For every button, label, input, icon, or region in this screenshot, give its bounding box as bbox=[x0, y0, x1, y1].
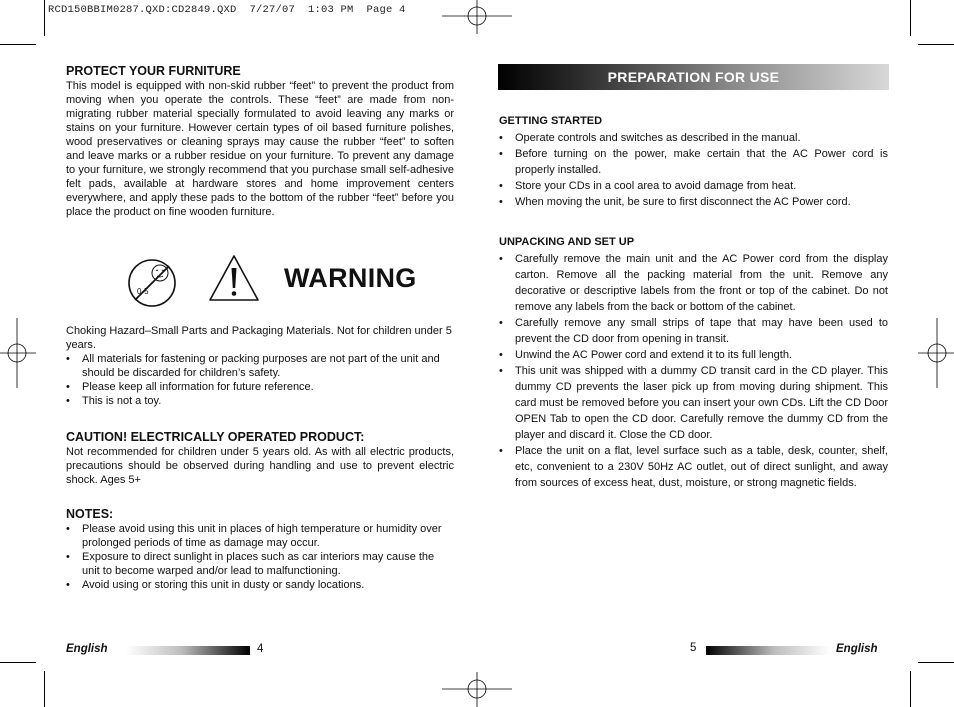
unpacking-heading: UNPACKING AND SET UP bbox=[499, 236, 635, 248]
list-item: • Carefully remove the main unit and the AC Power cord from the display carton. Remove all the packing material from the unit. Remove any decorative or descriptive labels from the front or top of the cabinet. Do not remove any labels from the back or bottom of the cabinet. bbox=[499, 251, 888, 315]
list-item: • Unwind the AC Power cord and extend it to its full length. bbox=[499, 347, 888, 363]
list-item: • Please keep all information for future reference. bbox=[66, 380, 454, 394]
notes-section bbox=[66, 507, 454, 592]
print-slug: RCD150BBIM0287.QXD:CD2849.QXD 7/27/07 1:03 PM Page 4 bbox=[48, 4, 406, 16]
getting-started-section bbox=[499, 114, 888, 210]
crop-mark bbox=[44, 0, 45, 36]
choking-hazard-text: Choking Hazard–Small Parts and Packaging Materials. Not for children under 5 years. bbox=[66, 325, 452, 351]
crop-mark bbox=[910, 671, 911, 707]
protect-furniture-section bbox=[66, 64, 454, 219]
caution-body: Not recommended for children under 5 years old. As with all electric products, precautions should be observed during handling and use to prevent electric shock. Ages 5+ bbox=[66, 446, 454, 486]
warning-triangle-icon bbox=[208, 254, 260, 302]
registration-mark-right bbox=[918, 318, 954, 388]
notes-heading: NOTES: bbox=[66, 507, 114, 521]
banner-title: PREPARATION FOR USE bbox=[607, 69, 780, 85]
list-item: • All materials for fastening or packing purposes are not part of the unit and should be discarded for children’s safety. bbox=[66, 352, 454, 380]
crop-mark bbox=[918, 44, 954, 45]
list-item: • Store your CDs in a cool area to avoid damage from heat. bbox=[499, 178, 888, 194]
list-item: • Operate controls and switches as described in the manual. bbox=[499, 130, 888, 146]
protect-furniture-heading: PROTECT YOUR FURNITURE bbox=[66, 64, 241, 78]
unpacking-list bbox=[499, 251, 888, 491]
getting-started-list bbox=[499, 130, 888, 210]
registration-mark-top bbox=[442, 0, 512, 34]
protect-furniture-body: This model is equipped with non-skid rubber “feet” to prevent the product from moving when you operate the controls. These “feet” are made from non-migrating rubber material specially formulated to avoid leaving any marks or stains on your furniture. However certain types of oil based furniture polishes, wood preservatives or cleaning sprays may cause the rubber “feet” to soften and leave marks or a rubber residue on your furniture. To prevent any damage to your furniture, we strongly recommend that you purchase small self-adhesive felt pads, available at hardware stores and home improvement centers everywhere, and apply these pads to the bottom of the rubber “feet” before you place the product on fine wooden furniture. bbox=[66, 80, 454, 218]
age-label: 0-5 bbox=[137, 287, 149, 296]
list-item: • Avoid using or storing this unit in dusty or sandy locations. bbox=[66, 578, 454, 592]
registration-mark-left bbox=[0, 318, 36, 388]
unpacking-section bbox=[499, 235, 888, 491]
caution-section bbox=[66, 430, 454, 487]
page-number-left: 4 bbox=[257, 643, 264, 655]
list-item: • When moving the unit, be sure to first disconnect the AC Power cord. bbox=[499, 194, 888, 210]
list-item: • Exposure to direct sunlight in places such as car interiors may cause the unit to become warped and/or lead to malfunctioning. bbox=[66, 550, 454, 578]
warning-title: WARNING bbox=[284, 263, 417, 293]
footer-gradient-bar-left bbox=[126, 646, 250, 655]
list-item: • Place the unit on a flat, level surface such as a table, desk, counter, shelf, etc, convenient to a 230V 50Hz AC outlet, out of direct sunlight, and away from sources of excess heat, dust, moisture, or strong magnetic fields. bbox=[499, 443, 888, 491]
crop-mark bbox=[44, 671, 45, 707]
section-banner bbox=[498, 64, 889, 90]
list-item: • Please avoid using this unit in places of high temperature or humidity over prolonged periods of time as damage may occur. bbox=[66, 522, 454, 550]
crop-mark bbox=[910, 0, 911, 36]
choking-hazard-section bbox=[66, 324, 454, 408]
list-item: • Before turning on the power, make certain that the AC Power cord is properly installed. bbox=[499, 146, 888, 178]
caution-heading: CAUTION! ELECTRICALLY OPERATED PRODUCT: bbox=[66, 430, 365, 444]
crop-mark bbox=[0, 44, 36, 45]
notes-list bbox=[66, 522, 454, 592]
warning-list bbox=[66, 352, 454, 408]
footer-language-right: English bbox=[836, 643, 878, 655]
no-children-under-3-icon bbox=[126, 258, 178, 308]
footer-gradient-bar-right bbox=[706, 646, 830, 655]
crop-mark bbox=[0, 662, 36, 663]
crop-mark bbox=[918, 662, 954, 663]
getting-started-heading: GETTING STARTED bbox=[499, 115, 603, 127]
list-item: • Carefully remove any small strips of tape that may have been used to prevent the CD door from opening in transit. bbox=[499, 315, 888, 347]
list-item: • This is not a toy. bbox=[66, 394, 454, 408]
list-item: • This unit was shipped with a dummy CD transit card in the CD player. This dummy CD prevents the laser pick up from moving during shipment. This card must be removed before you can insert your own CDs. Lift the CD Door OPEN Tab to open the CD door. Carefully remove the dummy CD from the player and discard it. Close the CD door. bbox=[499, 363, 888, 443]
page-number-right: 5 bbox=[690, 642, 697, 654]
footer-language-left: English bbox=[66, 643, 108, 655]
registration-mark-bottom bbox=[442, 672, 512, 707]
